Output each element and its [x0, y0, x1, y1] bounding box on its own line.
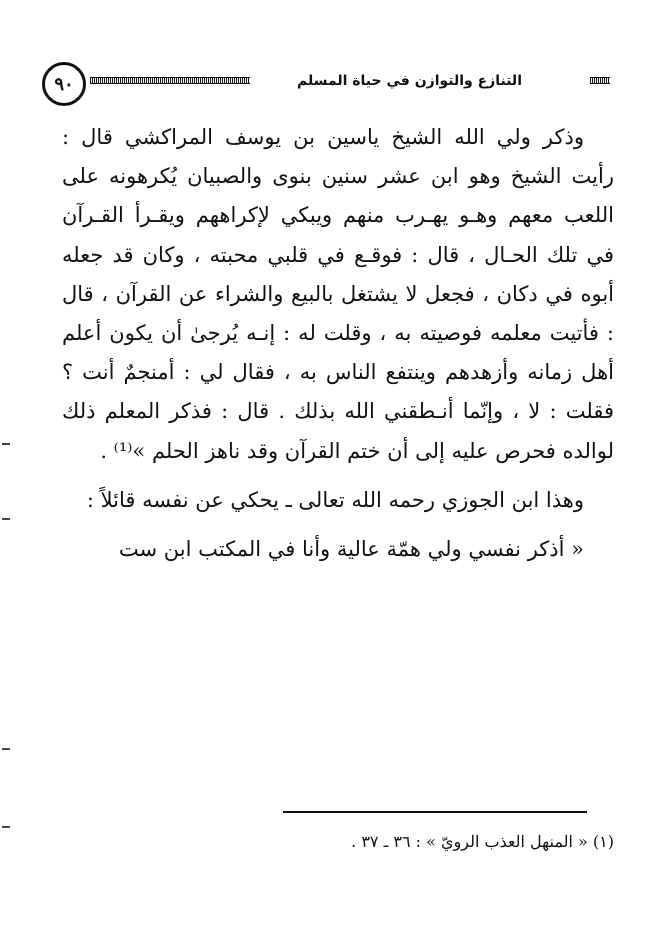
- margin-mark: [2, 518, 10, 520]
- margin-mark: [2, 443, 10, 445]
- margin-mark: [2, 826, 10, 828]
- page-number: ٩٠: [42, 62, 86, 106]
- running-header: [90, 72, 610, 90]
- paragraph-1: وذكر ولي الله الشيخ ياسين بن يوسف المراكشي قال : رأيت الشيخ وهو ابن عشر سنين بنوى والصبيان يُكرهونه على اللعب معهم وهـو يهـرب منهم ويبكي لإكراههم ويقـرأ القـرآن في تلك الحـال ، قال : فوقـع في قلبي محبته ، وكان قد جعله أبوه في دكان ، فجعل لا يشتغل بالبيع والشراء عن القرآن ، قال : فأتيت معلمه فوصيته به ، وقلت له : إنـه يُرجىٰ أن يكون أعلم أهل زمانه وأزهدهم وينتفع الناس به ، فقال لي : أمنجمٌ أنت ؟ فقلت : لا ، وإنّما أنـطقني الله بذلك . قال : فذكر المعلم ذلك لوالده فحرص عليه إلى أن ختم القرآن وقد ناهز الحلم »⁽¹⁾ .: [62, 125, 614, 463]
- margin-mark: [2, 748, 10, 750]
- paragraph-3: « أذكر نفسي ولي همّة عالية وأنا في المكتب ابن ست: [118, 537, 584, 562]
- body-text: [62, 118, 614, 569]
- footnote-divider: [283, 811, 587, 813]
- paragraph-2: وهذا ابن الجوزي رحمه الله تعالى ـ يحكي عن نفسه قائلاً :: [86, 487, 584, 512]
- header-title: التنازع والتوازن في حياة المسلم: [297, 73, 522, 89]
- footnote: (١) « المنهل العذب الرويّ » : ٣٦ ـ ٣٧ .: [351, 832, 614, 851]
- header-hatch-left: [90, 77, 250, 84]
- header-hatch-right: [590, 77, 610, 84]
